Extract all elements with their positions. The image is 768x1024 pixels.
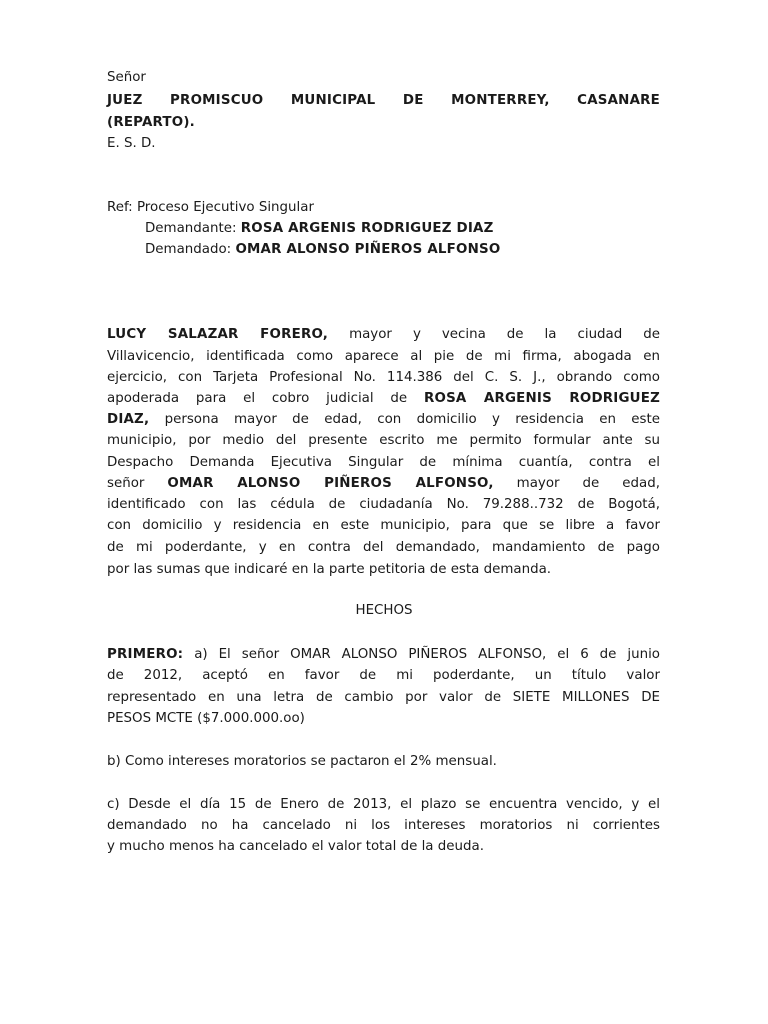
primero-line-3: representado en una letra de cambio por valor de SIETE MILLONES DE — [107, 690, 660, 705]
intro-line-9: identificado con las cédula de ciudadanía No. 79.288..732 de Bogotá, — [107, 497, 660, 512]
intro-line-10: con domicilio y residencia en este municipio, para que se libre a favor — [107, 518, 660, 533]
intro-line-11: de mi poderdante, y en contra del demandado, mandamiento de pago — [107, 540, 660, 555]
fact-c-line-2: demandado no ha cancelado ni los intereses moratorios ni corrientes — [107, 818, 660, 833]
plaintiff-label: Demandante: — [145, 221, 241, 236]
plaintiff-name: ROSA ARGENIS RODRIGUEZ DIAZ — [240, 221, 494, 236]
esd: E. S. D. — [107, 136, 156, 151]
primero-line-1 — [107, 646, 660, 664]
intro-line-6: municipio, por medio del presente escrito me permito formular ante su — [107, 433, 660, 448]
intro-line-1 — [107, 326, 660, 344]
primero-line-4: PESOS MCTE ($7.000.000.oo) — [107, 711, 305, 726]
primero-line-2: de 2012, aceptó en favor de mi poderdante, un título valor — [107, 668, 660, 683]
addressee-line-1 — [107, 92, 660, 110]
intro-text-8b: mayor de edad, — [516, 476, 660, 491]
client-name-part-1: ROSA ARGENIS RODRIGUEZ — [423, 391, 661, 406]
intro-text-8: señor — [107, 476, 145, 491]
intro-line-3: ejercicio, con Tarjeta Profesional No. 114.386 del C. S. J., obrando como — [107, 370, 660, 385]
plaintiff-line — [145, 220, 698, 238]
addressee-reparto: (REPARTO). — [107, 115, 195, 130]
intro-line-12: por las sumas que indicaré en la parte petitoria de esta demanda. — [107, 562, 552, 577]
addressee-text: JUEZ PROMISCUO MUNICIPAL DE MONTERREY, CASANARE — [107, 93, 660, 108]
reference-title: Ref: Proceso Ejecutivo Singular — [107, 200, 314, 215]
defendant-label: Demandado: — [145, 242, 236, 257]
addressee-line-2 — [107, 114, 660, 132]
intro-line-8 — [107, 475, 660, 493]
primero-text-1: a) El señor OMAR ALONSO PIÑEROS ALFONSO, el 6 de junio — [194, 647, 660, 662]
intro-text-5: persona mayor de edad, con domicilio y residencia en este — [164, 412, 660, 427]
salutation: Señor — [107, 70, 146, 85]
hechos-heading: HECHOS — [355, 603, 413, 618]
fact-b: b) Como intereses moratorios se pactaron el 2% mensual. — [107, 754, 497, 769]
intro-line-5 — [107, 411, 660, 429]
intro-line-4 — [107, 390, 660, 408]
intro-text-4: apoderada para el cobro judicial de — [107, 391, 408, 406]
primero-label: PRIMERO: — [107, 647, 184, 662]
fact-c-line-3: y mucho menos ha cancelado el valor total de la deuda. — [107, 839, 484, 854]
lawyer-name: LUCY SALAZAR FORERO, — [107, 327, 329, 342]
intro-line-7: Despacho Demanda Ejecutiva Singular de mínima cuantía, contra el — [107, 455, 660, 470]
fact-c-line-1: c) Desde el día 15 de Enero de 2013, el plazo se encuentra vencido, y el — [107, 797, 660, 812]
intro-text-1: mayor y vecina de la ciudad de — [349, 327, 661, 342]
defendant-name-body: OMAR ALONSO PIÑEROS ALFONSO, — [167, 476, 494, 491]
client-name-part-2: DIAZ, — [107, 412, 150, 427]
defendant-name: OMAR ALONSO PIÑEROS ALFONSO — [235, 242, 501, 257]
intro-line-2: Villavicencio, identificada como aparece al pie de mi firma, abogada en — [107, 349, 660, 364]
defendant-line — [145, 241, 698, 259]
